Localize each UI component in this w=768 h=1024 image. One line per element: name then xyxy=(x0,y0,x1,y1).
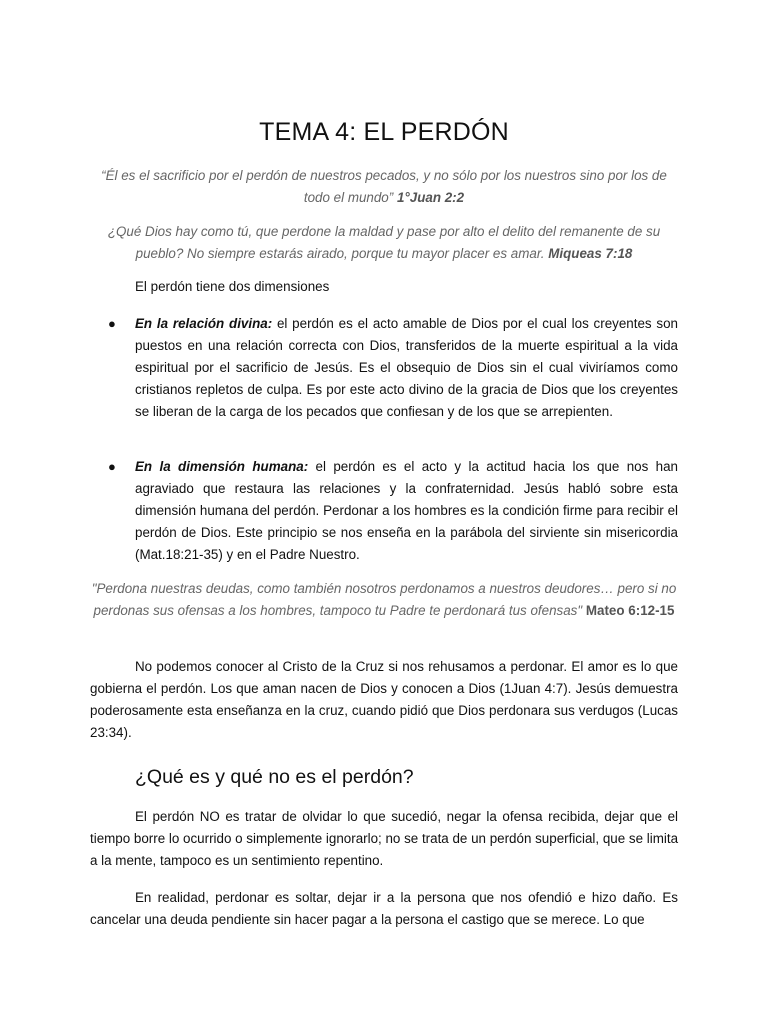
intro-text: El perdón tiene dos dimensiones xyxy=(135,279,330,294)
page-title: TEMA 4: EL PERDÓN xyxy=(259,118,509,146)
epigraph-quote-2 xyxy=(90,221,678,265)
quote-reference: Mateo 6:12-15 xyxy=(585,603,675,618)
bullet-icon: ● xyxy=(108,316,116,331)
section-heading: ¿Qué es y qué no es el perdón? xyxy=(135,766,414,788)
body-paragraph-3: En realidad, perdonar es soltar, dejar ir a la persona que nos ofendió e hizo daño. Es cancelar una deuda pendiente sin hacer pagar a la persona el castigo que se merece. Lo que xyxy=(90,890,678,927)
bullet-text: el perdón es el acto y la actitud hacia los que nos han agraviado que restaura las relaciones y la confraternidad. Jesús habló sobre esta dimensión humana del perdón. Perdonar a los hombres es la condición firme para recibir el perdón de Dios. Este principio se nos enseña en la parábola del sirviente sin misericordia (Mat.18:21-35) y en el Padre Nuestro. xyxy=(135,459,678,562)
bullet-text: el perdón es el acto amable de Dios por el cual los creyentes son puestos en una relación correcta con Dios, transferidos de la muerte espiritual a la vida espiritual por el sacrificio de Jesús. Es el obsequio de Dios sin el cual viviríamos como cristianos repletos de culpa. Es por este acto divino de la gracia de Dios que los creyentes se liberan de la carga de los pecados que confiesan y de los que se arrepienten. xyxy=(135,316,678,419)
quote-text: "Perdona nuestras deudas, como también nosotros perdonamos a nuestros deudores… pero si no perdonas sus ofensas a los hombres, tampoco tu Padre te perdonará tus ofensas" xyxy=(91,581,677,618)
list-item xyxy=(108,313,678,423)
quote-reference: Miqueas 7:18 xyxy=(548,246,633,261)
quote-reference: 1°Juan 2:2 xyxy=(396,190,465,205)
body-paragraph-2: El perdón NO es tratar de olvidar lo que sucedió, negar la ofensa recibida, dejar que el tiempo borre lo ocurrido o simplemente ignorarlo; no se trata de un perdón superficial, que se limita a la mente, tampoco es un sentimiento repentino. xyxy=(90,809,679,868)
quote-text: “Él es el sacrificio por el perdón de nuestros pecados, y no sólo por los nuestros sino por los de todo el mundo” xyxy=(101,168,667,205)
quote-text: ¿Qué Dios hay como tú, que perdone la maldad y pase por alto el delito del remanente de su pueblo? No siempre estarás airado, porque tu mayor placer es amar. xyxy=(107,224,661,261)
list-item xyxy=(108,456,678,566)
epigraph-quote-3 xyxy=(84,578,684,622)
epigraph-quote-1 xyxy=(90,165,678,209)
bullet-label: En la dimensión humana: xyxy=(135,459,309,474)
bullet-label: En la relación divina: xyxy=(135,316,273,331)
bullet-icon: ● xyxy=(108,459,116,474)
body-paragraph-1: No podemos conocer al Cristo de la Cruz si nos rehusamos a perdonar. El amor es lo que gobierna el perdón. Los que aman nacen de Dios y conocen a Dios (1Juan 4:7). Jesús demuestra poderosamente esta enseñanza en la cruz, cuando pidió que Dios perdonara sus verdugos (Lucas 23:34). xyxy=(90,659,678,740)
